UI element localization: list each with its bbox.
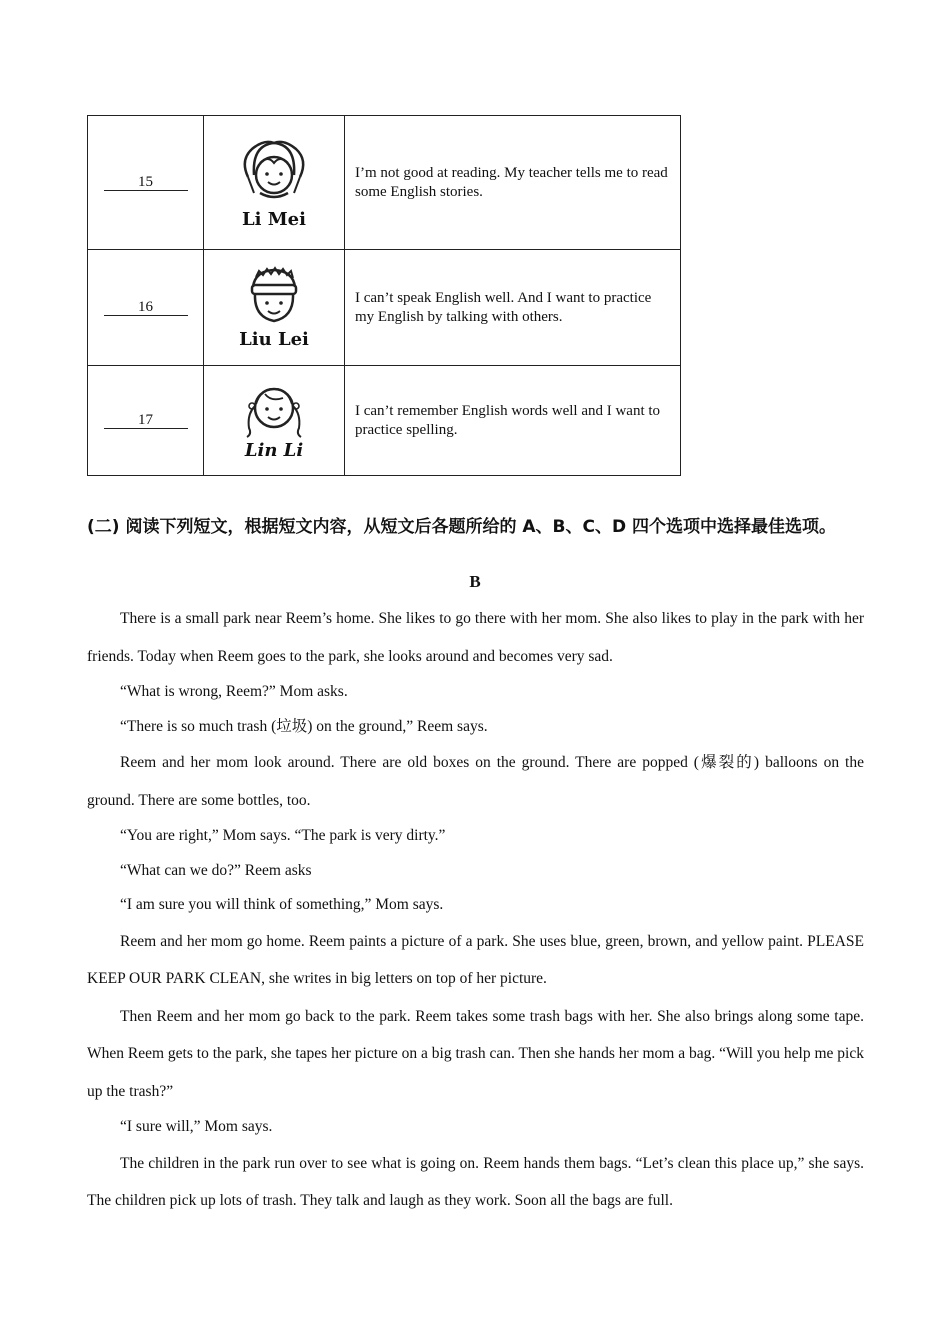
paragraph: Then Reem and her mom go back to the park. Reem takes some trash bags with her. She also brings along some tape. When Reem gets to the park, she tapes her picture on a big trash can. Then she hands her mom a bag. “Will you help me pick up the trash?” [87,1007,864,1100]
paragraph: “I sure will,” Mom says. [120,1118,273,1135]
person-name: Li Mei [242,209,306,230]
section-instruction: (二) 阅读下列短文，根据短文内容，从短文后各题所给的 A、B、C、D 四个选项中选择最佳选项。 [87,517,836,537]
boy-face-icon [241,265,307,327]
paragraph: “You are right,” Mom says. “The park is very dirty.” [120,827,446,844]
blank-number: 15 [104,174,188,191]
answer-blank[interactable] [88,366,204,476]
statement: I’m not good at reading. My teacher tells me to read some English stories. [345,116,681,250]
passage-title: B [469,572,481,591]
table-row [88,116,681,250]
table-row [88,250,681,366]
answer-blank[interactable] [88,116,204,250]
paragraph: There is a small park near Reem’s home. She likes to go there with her mom. She also likes to play in the park with her friends. Today when Reem goes to the park, she looks around and becomes very sad. [87,610,864,665]
girl-face-icon [237,380,311,438]
paragraph: “What can we do?” Reem asks [120,861,312,879]
answer-blank[interactable] [88,250,204,366]
table-row [88,366,681,476]
paragraph: Reem and her mom go home. Reem paints a picture of a park. She uses blue, green, brown, and yellow paint. PLEASE KEEP OUR PARK CLEAN, she writes in big letters on top of her picture. [87,932,864,987]
portrait-cell [204,366,345,476]
statement: I can’t remember English words well and I want to practice spelling. [345,366,681,476]
passage-body [87,600,864,1220]
person-name: Lin Li [244,440,304,461]
blank-number: 17 [104,412,188,429]
paragraph: Reem and her mom look around. There are old boxes on the ground. There are popped (爆裂的) balloons on the ground. There are some bottles, too. [87,754,864,809]
statement: I can’t speak English well. And I want to practice my English by talking with others. [345,250,681,366]
person-name: Liu Lei [239,329,309,350]
paragraph: “There is so much trash (垃圾) on the ground,” Reem says. [120,717,488,735]
girl-face-icon [234,135,314,207]
paragraph: The children in the park run over to see what is going on. Reem hands them bags. “Let’s clean this place up,” she says. The children pick up lots of trash. They talk and laugh as they work. Soon all the bags are full. [87,1154,864,1209]
blank-number: 16 [104,299,188,316]
question-table [87,115,681,476]
portrait-cell [204,116,345,250]
portrait-cell [204,250,345,366]
paragraph: “What is wrong, Reem?” Mom asks. [120,683,348,700]
paragraph: “I am sure you will think of something,” Mom says. [120,896,444,913]
